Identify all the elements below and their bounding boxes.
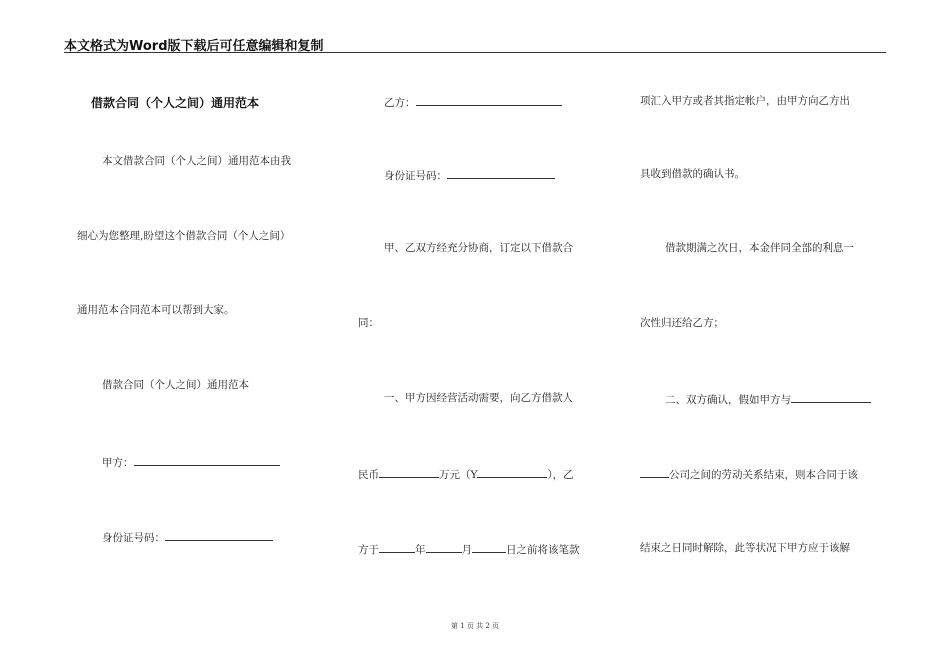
date-suffix: 日之前将该笔款 [506, 544, 580, 556]
id-a-blank [165, 529, 273, 541]
date-month: 月 [461, 544, 472, 556]
month-blank [426, 541, 462, 553]
year-blank [379, 541, 415, 553]
clause-2-line-2 [640, 466, 858, 482]
rmb-suffix: ），乙 [547, 469, 574, 481]
clause-2-line-1 [665, 391, 871, 407]
party-b-line [384, 94, 562, 110]
rmb-mid: 万元（Y [439, 469, 478, 481]
party-a-line [102, 454, 280, 470]
party-b-label: 乙方： [384, 97, 416, 109]
intro-line-2: 细心为您整理,盼望这个借款合同（个人之间） [77, 230, 291, 242]
transfer-line-2: 具收到借款的确认书。 [640, 168, 745, 180]
agreement-line-2: 同： [358, 317, 379, 329]
company-blank [791, 391, 871, 403]
party-a-blank [134, 454, 280, 466]
agreement-line-1: 甲、乙双方经充分协商，订定以下借款合 [384, 242, 573, 254]
id-b-blank [447, 167, 555, 179]
party-a-label: 甲方： [102, 457, 134, 469]
intro-line-1: 本文借款合同（个人之间）通用范本由我 [102, 155, 291, 167]
repay-line-1: 借款期满之次日，本金伴同全部的利息一 [665, 242, 854, 254]
header-text: 本文格式为Word版下载后可任意编辑和复制 [64, 39, 324, 54]
transfer-line-1: 项汇入甲方或者其指定帐户，由甲方向乙方出 [640, 95, 850, 107]
day-blank [472, 541, 506, 553]
date-line [358, 541, 580, 557]
date-prefix: 方于 [358, 544, 379, 556]
date-year: 年 [415, 544, 426, 556]
repay-line-2: 次性归还给乙方； [640, 317, 724, 329]
id-b-label: 身份证号码： [384, 170, 447, 182]
section-subtitle: 借款合同（个人之间）通用范本 [102, 379, 249, 391]
clause-2-text-2: 公司之间的劳动关系结束，则本合同于该 [669, 469, 858, 481]
id-a-label: 身份证号码： [102, 532, 165, 544]
clause-1-line-1: 一、甲方因经营活动需要，向乙方借款人 [384, 392, 573, 404]
rmb-prefix: 民币 [358, 469, 379, 481]
intro-line-3: 通用范本合同范本可以帮到大家。 [77, 304, 235, 316]
id-b-line [384, 167, 555, 183]
company-blank-cont [640, 466, 669, 478]
page-header [64, 35, 886, 53]
document-title: 借款合同（个人之间）通用范本 [91, 96, 260, 110]
rmb-amount-line [358, 466, 574, 482]
rmb-amount-blank [379, 466, 439, 478]
page-number: 第 1 页 共 2 页 [450, 622, 500, 630]
rmb-figure-blank [477, 466, 547, 478]
clause-2-text-1: 二、双方确认，假如甲方与 [665, 394, 791, 406]
clause-2-line-3: 结束之日同时解除，此等状况下甲方应于该解 [640, 542, 850, 554]
id-a-line [102, 529, 273, 545]
party-b-blank [416, 94, 562, 106]
